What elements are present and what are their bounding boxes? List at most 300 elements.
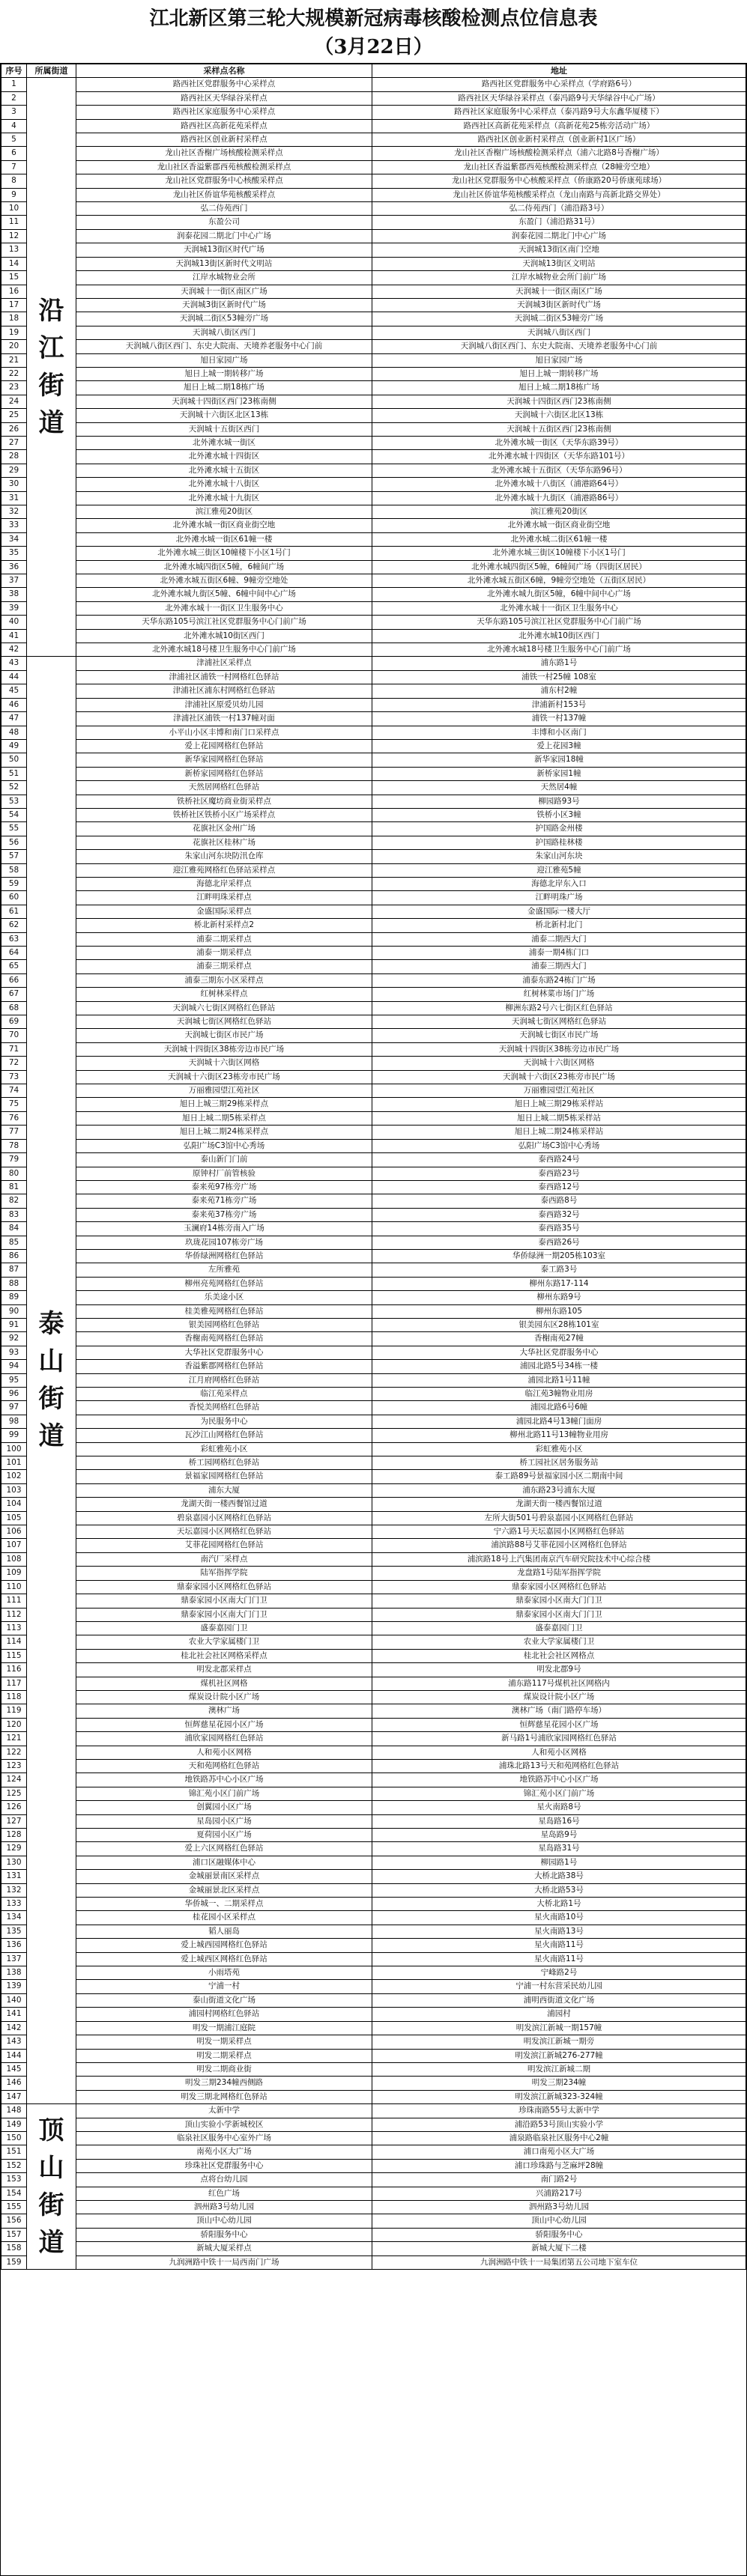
row-index: 7 [1, 160, 27, 174]
site-name: 鼎泰家园小区网格红色驿站 [76, 1580, 372, 1594]
row-index: 107 [1, 1539, 27, 1552]
row-index: 126 [1, 1801, 27, 1814]
table-row [1, 1939, 746, 1952]
site-name: 天和苑网格红色驿站 [76, 1759, 372, 1772]
table-row [1, 147, 746, 160]
site-address: 柳园路1号 [372, 1856, 746, 1869]
table-row [1, 1208, 746, 1221]
table-row [1, 1966, 746, 1980]
site-address: 宁浦一村东营采民幼儿园 [372, 1980, 746, 1993]
site-name: 陆军指挥学院 [76, 1567, 372, 1580]
table-row [1, 1415, 746, 1428]
site-address: 北外滩水城十四街区（天华东路101号） [372, 450, 746, 464]
document-subtitle: （3月22日） [314, 36, 433, 58]
row-index: 42 [1, 643, 27, 657]
table-row [1, 1401, 746, 1415]
site-name: 北外滩水城十五街区 [76, 464, 372, 477]
row-index: 5 [1, 133, 27, 147]
row-index: 54 [1, 808, 27, 821]
row-index: 64 [1, 947, 27, 960]
site-name: 泰山街道文化广场 [76, 1993, 372, 2007]
row-index: 48 [1, 726, 27, 739]
table-row [1, 1070, 746, 1084]
site-name: 新桥家园网格红色驿站 [76, 767, 372, 780]
table-row [1, 1194, 746, 1208]
site-address: 地铁路苏中心小区广场 [372, 1773, 746, 1787]
site-name: 泰山新门门前 [76, 1153, 372, 1167]
table-row [1, 1346, 746, 1359]
site-address: 新马路1号浦欣家园网格红色驿站 [372, 1732, 746, 1746]
site-name: 天润城七街区网格红色驿站 [76, 1015, 372, 1029]
row-index: 52 [1, 781, 27, 795]
site-name: 天润城十六街区23栋旁市民广场 [76, 1070, 372, 1084]
table-row [1, 1649, 746, 1662]
site-address: 旭日家园广场 [372, 353, 746, 367]
site-address: 星火南路8号 [372, 1801, 746, 1814]
site-name: 北外滩水城五街区6幢、9幢旁空地处 [76, 574, 372, 588]
table-row [1, 1980, 746, 1993]
site-name: 北外滩水城10街区西门 [76, 629, 372, 643]
site-name: 弘阳广场C3馆中心秀场 [76, 1139, 372, 1152]
site-address: 天润城七街区市民广场 [372, 1029, 746, 1042]
site-address: 龙盘路1号陆军指挥学院 [372, 1567, 746, 1580]
table-row [1, 1594, 746, 1608]
row-index: 151 [1, 2145, 27, 2159]
row-index: 95 [1, 1373, 27, 1387]
row-index: 136 [1, 1939, 27, 1952]
site-name: 江畔明珠采样点 [76, 891, 372, 905]
site-name: 瓦沙江山网格红色驿站 [76, 1429, 372, 1442]
site-name: 北外滩水城一街区 [76, 436, 372, 449]
row-index: 103 [1, 1483, 27, 1497]
row-index: 15 [1, 271, 27, 285]
site-address: 北外滩水城十八街区（浦港路64号） [372, 478, 746, 491]
row-index: 22 [1, 367, 27, 380]
table-row [1, 1277, 746, 1290]
site-address: 弘阳广场C3馆中心秀场 [372, 1139, 746, 1152]
table-row [1, 2090, 746, 2103]
site-name: 北外滩水城一街区商业街空地 [76, 519, 372, 532]
row-index: 47 [1, 712, 27, 726]
site-address: 天润城二街区53幢旁广场 [372, 312, 746, 326]
site-address: 锦汇苑小区门前广场 [372, 1787, 746, 1800]
table-row [1, 2187, 746, 2200]
table-row [1, 574, 746, 588]
row-index: 20 [1, 340, 27, 353]
row-index: 121 [1, 1732, 27, 1746]
site-address: 柳州东路105 [372, 1304, 746, 1318]
table-row [1, 312, 746, 326]
site-name: 鼎泰家园小区南大门门卫 [76, 1608, 372, 1621]
site-address: 顶山中心幼儿园 [372, 2214, 746, 2228]
row-index: 144 [1, 2049, 27, 2062]
row-index: 44 [1, 670, 27, 684]
site-name: 天然居网格红色驿站 [76, 781, 372, 795]
table-row [1, 560, 746, 574]
table-row [1, 1498, 746, 1511]
site-name: 桥工园网格红色驿站 [76, 1456, 372, 1470]
site-name: 地铁路苏中心小区广场 [76, 1773, 372, 1787]
row-index: 61 [1, 905, 27, 918]
site-address: 天然居4幢 [372, 781, 746, 795]
site-address: 旭日上城二期24栋采样站 [372, 1126, 746, 1139]
site-name: 泗州路3号幼儿园 [76, 2200, 372, 2214]
site-address: 路西社区天华绿谷采样点（泰冯路9号天华绿谷中心广场） [372, 91, 746, 105]
row-index: 21 [1, 353, 27, 367]
site-name: 临江苑采样点 [76, 1388, 372, 1401]
site-name: 大华社区党群服务中心 [76, 1346, 372, 1359]
table-row [1, 1057, 746, 1070]
site-address: 南门路2号 [372, 2173, 746, 2187]
site-address: 泰西路35号 [372, 1222, 746, 1236]
table-row [1, 1718, 746, 1731]
table-row [1, 1677, 746, 1690]
site-name: 江岸水城物业会所 [76, 271, 372, 285]
table-row [1, 1373, 746, 1387]
table-row [1, 2200, 746, 2214]
row-index: 119 [1, 1704, 27, 1718]
row-index: 89 [1, 1291, 27, 1304]
row-index: 114 [1, 1635, 27, 1649]
site-address: 万丽雅园望江苑社区 [372, 1084, 746, 1098]
site-address: 泰西路23号 [372, 1167, 746, 1180]
table-row [1, 1856, 746, 1869]
row-index: 50 [1, 753, 27, 767]
table-row [1, 1304, 746, 1318]
table-row [1, 1511, 746, 1525]
site-name: 北外滩水城一街区61幢一楼 [76, 532, 372, 546]
site-address: 泰工路89号景福家园小区二期南中间 [372, 1470, 746, 1483]
site-name: 天润城八街区西门、东史大院南、天境养老服务中心门前 [76, 340, 372, 353]
table-row [1, 2255, 746, 2269]
row-index: 117 [1, 1677, 27, 1690]
site-address: 珍珠南路55号太新中学 [372, 2104, 746, 2118]
site-address: 爱上花园3幢 [372, 739, 746, 753]
table-row [1, 670, 746, 684]
site-name: 北外滩水城三街区10幢楼下小区1号门 [76, 547, 372, 560]
table-row [1, 2062, 746, 2076]
site-name: 珍珠社区党群服务中心 [76, 2159, 372, 2172]
table-row [1, 767, 746, 780]
site-name: 北外滩水城18号楼卫生服务中心门前广场 [76, 643, 372, 657]
table-row [1, 726, 746, 739]
table-row [1, 1029, 746, 1042]
site-name: 新华家园网格红色驿站 [76, 753, 372, 767]
street-name-cell: 沿江街道 [27, 78, 76, 657]
site-address: 明发三期234幢 [372, 2077, 746, 2090]
site-address: 旭日上城二期18栋广场 [372, 381, 746, 395]
site-name: 北外滩水城九街区5幢、6幢中间中心广场 [76, 588, 372, 601]
site-name: 天华东路105号滨江社区党群服务中心门前广场 [76, 616, 372, 629]
row-index: 9 [1, 188, 27, 201]
site-address: 泗州路3号幼儿园 [372, 2200, 746, 2214]
table-row [1, 1801, 746, 1814]
table-row [1, 2214, 746, 2228]
table-row [1, 1470, 746, 1483]
table-row [1, 891, 746, 905]
site-address: 浦泰东路24栋门广场 [372, 973, 746, 987]
table-row [1, 2021, 746, 2035]
site-name: 星岛园小区广场 [76, 1814, 372, 1828]
site-name: 盛泰嘉园门卫 [76, 1621, 372, 1635]
site-address: 润泰花园二期北门中心广场 [372, 229, 746, 243]
site-address: 柳园路93号 [372, 795, 746, 808]
row-index: 1 [1, 78, 27, 91]
site-name: 为民服务中心 [76, 1415, 372, 1428]
table-row [1, 188, 746, 201]
row-index: 96 [1, 1388, 27, 1401]
row-index: 87 [1, 1263, 27, 1277]
row-index: 26 [1, 422, 27, 436]
site-address: 宁六路1号天坛嘉园小区网格红色驿站 [372, 1525, 746, 1539]
table-row [1, 78, 746, 91]
table-row [1, 1773, 746, 1787]
table-row [1, 643, 746, 657]
site-name: 旭日上城二期5栋采样点 [76, 1111, 372, 1125]
site-address: 澳林广场（南门路停车场） [372, 1704, 746, 1718]
row-index: 105 [1, 1511, 27, 1525]
site-address: 浦园村 [372, 2008, 746, 2021]
table-row [1, 436, 746, 449]
table-row [1, 1567, 746, 1580]
row-index: 73 [1, 1070, 27, 1084]
site-address: 金盛国际一楼大厅 [372, 905, 746, 918]
site-name: 龙山社区香榭广场核酸检测采样点 [76, 147, 372, 160]
site-name: 骄阳服务中心 [76, 2228, 372, 2241]
site-address: 迎江雅苑5幢 [372, 863, 746, 877]
table-row [1, 1015, 746, 1029]
site-address: 旭日上城二期5栋采样站 [372, 1111, 746, 1125]
row-index: 132 [1, 1883, 27, 1897]
site-address: 九润洲路中铁十一局集团第五公司地下室车位 [372, 2255, 746, 2269]
site-address: 北外滩水城十五街区（天华东路96号） [372, 464, 746, 477]
row-index: 110 [1, 1580, 27, 1594]
row-index: 112 [1, 1608, 27, 1621]
site-name: 万丽雅园望江苑社区 [76, 1084, 372, 1098]
site-address: 龙山社区香溢紫郡西苑核酸检测采样点（28幢旁空地） [372, 160, 746, 174]
row-index: 82 [1, 1194, 27, 1208]
site-address: 星火南路11号 [372, 1952, 746, 1966]
table-row [1, 2173, 746, 2187]
row-index: 45 [1, 684, 27, 698]
site-address: 浦园北路4号13幢门面房 [372, 1415, 746, 1428]
table-row [1, 1111, 746, 1125]
table-row [1, 174, 746, 188]
table-row [1, 1222, 746, 1236]
site-name: 天润城十四街区38栋旁边市民广场 [76, 1042, 372, 1056]
row-index: 106 [1, 1525, 27, 1539]
table-row [1, 340, 746, 353]
table-row [1, 1332, 746, 1346]
site-address: 红树林菜市场门广场 [372, 988, 746, 1001]
site-name: 天润城13街区新时代文明站 [76, 257, 372, 270]
row-index: 23 [1, 381, 27, 395]
site-address: 明发滨江新城323-324幢 [372, 2090, 746, 2103]
site-name: 润泰花园二期北门中心广场 [76, 229, 372, 243]
site-name: 香榭南苑网格红色驿站 [76, 1332, 372, 1346]
site-address: 新城大厦下二楼 [372, 2242, 746, 2255]
table-row [1, 1663, 746, 1677]
row-index: 13 [1, 243, 27, 257]
site-name: 恒辉慈星花园小区广场 [76, 1718, 372, 1731]
site-name: 桂北社会社区网格采样点 [76, 1649, 372, 1662]
row-index: 127 [1, 1814, 27, 1828]
row-index: 88 [1, 1277, 27, 1290]
row-index: 142 [1, 2021, 27, 2035]
site-address: 海德北岸东入口 [372, 877, 746, 890]
site-name: 浦泰二期采样点 [76, 932, 372, 946]
row-index: 146 [1, 2077, 27, 2090]
site-name: 天润城13街区时代广场 [76, 243, 372, 257]
row-index: 18 [1, 312, 27, 326]
site-address: 龙山社区侨谊华苑核酸采样点（龙山南路与高新北路交界处） [372, 188, 746, 201]
table-row [1, 1842, 746, 1856]
site-name: 北外滩水城十一街区卫生服务中心 [76, 601, 372, 615]
row-index: 72 [1, 1057, 27, 1070]
table-row [1, 1829, 746, 1842]
site-name: 明发二期商业街 [76, 2062, 372, 2076]
site-address: 浦东路117号煤机社区网格内 [372, 1677, 746, 1690]
row-index: 2 [1, 91, 27, 105]
table-row [1, 1870, 746, 1883]
site-name: 香悦美网格红色驿站 [76, 1401, 372, 1415]
site-address: 浦滨路18号上汽集团南京汽车研究院技术中心综合楼 [372, 1552, 746, 1566]
table-row [1, 601, 746, 615]
site-address: 东盈门（浦沿路31号） [372, 216, 746, 229]
site-address: 彩虹雅苑小区 [372, 1442, 746, 1456]
row-index: 56 [1, 836, 27, 849]
row-index: 130 [1, 1856, 27, 1869]
table-row [1, 712, 746, 726]
row-index: 41 [1, 629, 27, 643]
site-address: 北外滩水城一街区商业街空地 [372, 519, 746, 532]
site-address: 江岸水城物业会所门前广场 [372, 271, 746, 285]
site-address: 明发滨江新城一期旁 [372, 2035, 746, 2049]
table-row [1, 1746, 746, 1759]
site-name: 南苑小区大广场 [76, 2145, 372, 2159]
site-name: 天润城八街区西门 [76, 326, 372, 339]
site-address: 大桥北路53号 [372, 1883, 746, 1897]
site-address: 浦铁一村25幢 108室 [372, 670, 746, 684]
site-name: 浦园村网格红色驿站 [76, 2008, 372, 2021]
row-index: 71 [1, 1042, 27, 1056]
site-name: 泰来苑71栋旁广场 [76, 1194, 372, 1208]
site-address: 北外滩水城十一街区卫生服务中心 [372, 601, 746, 615]
site-name: 花旗社区金州广场 [76, 822, 372, 836]
site-name: 浦欣家园网格红色驿站 [76, 1732, 372, 1746]
site-name: 明发二期采样点 [76, 2049, 372, 2062]
row-index: 35 [1, 547, 27, 560]
site-address: 北外滩水城18号楼卫生服务中心门前广场 [372, 643, 746, 657]
row-index: 28 [1, 450, 27, 464]
site-name: 艾菲花园网格红色驿站 [76, 1539, 372, 1552]
row-index: 37 [1, 574, 27, 588]
row-index: 150 [1, 2131, 27, 2145]
row-index: 84 [1, 1222, 27, 1236]
document-title: 江北新区第三轮大规模新冠病毒核酸检测点位信息表 [149, 7, 598, 30]
table-row [1, 1883, 746, 1897]
row-index: 76 [1, 1111, 27, 1125]
site-address: 天润城13街区南门空地 [372, 243, 746, 257]
table-row [1, 684, 746, 698]
row-index: 55 [1, 822, 27, 836]
site-address: 天润城3街区新时代广场 [372, 298, 746, 312]
site-name: 铁桥社区魔坊商业街采样点 [76, 795, 372, 808]
site-name: 煤机社区网格 [76, 1677, 372, 1690]
row-index: 91 [1, 1318, 27, 1331]
table-row [1, 973, 746, 987]
row-index: 86 [1, 1249, 27, 1263]
row-index: 40 [1, 616, 27, 629]
site-address: 泰西路12号 [372, 1180, 746, 1194]
site-name: 江月府网格红色驿站 [76, 1373, 372, 1387]
site-name: 津浦社区原爱贝幼儿园 [76, 698, 372, 711]
site-address: 旭日上城三期29栋采样站 [372, 1098, 746, 1111]
site-name: 玉澜府14栋旁南入广场 [76, 1222, 372, 1236]
table-row [1, 395, 746, 408]
site-name: 顶山实验小学新城校区 [76, 2118, 372, 2131]
row-index: 10 [1, 202, 27, 216]
table-row [1, 409, 746, 422]
site-name: 金盛国际采样点 [76, 905, 372, 918]
row-index: 158 [1, 2242, 27, 2255]
row-index: 133 [1, 1898, 27, 1911]
site-name: 金城丽景北区采样点 [76, 1883, 372, 1897]
site-address: 明发滨江新城276-277幢 [372, 2049, 746, 2062]
row-index: 140 [1, 1993, 27, 2007]
site-name: 临泉社区服务中心室外广场 [76, 2131, 372, 2145]
row-index: 100 [1, 1442, 27, 1456]
site-address: 星火南路10号 [372, 1911, 746, 1925]
table-row [1, 1539, 746, 1552]
site-address: 泰西路32号 [372, 1208, 746, 1221]
table-row [1, 588, 746, 601]
site-name: 明发北郡采样点 [76, 1663, 372, 1677]
site-address: 浦珠北路13号天和苑网格红色驿站 [372, 1759, 746, 1772]
table-row [1, 91, 746, 105]
row-index: 143 [1, 2035, 27, 2049]
table-row [1, 1690, 746, 1704]
site-name: 浦东大厦 [76, 1483, 372, 1497]
row-index: 74 [1, 1084, 27, 1098]
row-index: 51 [1, 767, 27, 780]
row-index: 135 [1, 1925, 27, 1938]
table-row [1, 863, 746, 877]
row-index: 159 [1, 2255, 27, 2269]
row-index: 25 [1, 409, 27, 422]
table-row [1, 464, 746, 477]
site-name: 南汽厂采样点 [76, 1552, 372, 1566]
site-address: 天润城八街区西门 [372, 326, 746, 339]
site-address: 浦园北路1号11幢 [372, 1373, 746, 1387]
row-index: 131 [1, 1870, 27, 1883]
table-row [1, 2131, 746, 2145]
site-name: 桂美雅苑网格红色驿站 [76, 1304, 372, 1318]
site-name: 津浦社区浦东村网格红色驿站 [76, 684, 372, 698]
site-address: 天润城十五街区西门23栋南侧 [372, 422, 746, 436]
row-index: 83 [1, 1208, 27, 1221]
table-row [1, 547, 746, 560]
table-row [1, 739, 746, 753]
site-name: 煤炭设计院小区广场 [76, 1690, 372, 1704]
table-row [1, 1249, 746, 1263]
table-row [1, 119, 746, 133]
site-address: 路西社区家庭服务中心采样点（泰冯路9号大东鑫华厦楼下） [372, 106, 746, 119]
table-row [1, 1635, 746, 1649]
table-row [1, 2035, 746, 2049]
site-name: 爱上六区网格红色驿站 [76, 1842, 372, 1856]
table-row [1, 216, 746, 229]
